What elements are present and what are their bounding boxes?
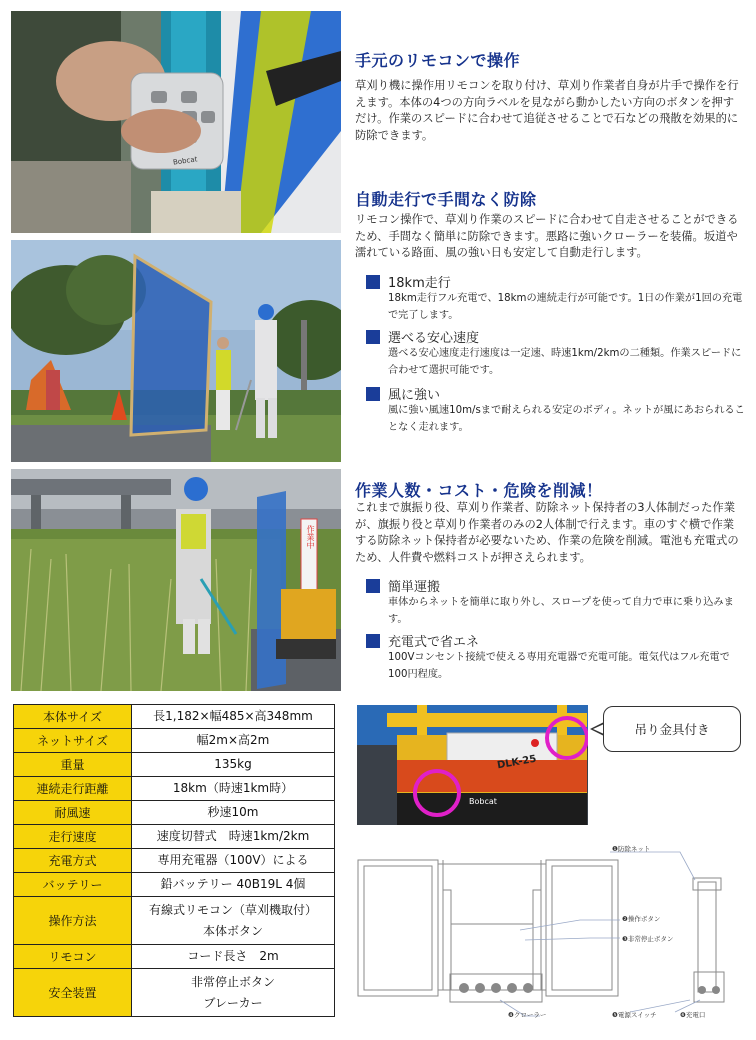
table-row [14,705,335,729]
spec-value: 長1,182×幅485×高348mm [132,705,335,729]
section2-title: 自動走行で手間なく防除 [355,190,537,209]
feature-title: 風に強い [388,388,441,403]
table-row [14,849,335,873]
bullet-square [366,330,380,344]
table-row [14,801,335,825]
spec-key: 充電方式 [14,849,132,873]
spec-value: 鉛バッテリー 40B19L 4個 [132,873,335,897]
remote-brand-sign: Bobcat [172,155,198,167]
park-operation-photo [11,240,341,462]
spec-value-line: 本体ボタン [202,923,263,938]
feature-body: 車体からネットを簡単に取り外し、スロープを使って自力で車に乗り込みます。 [388,597,734,625]
section3-body: これまで旗振り役、草刈り作業者、防除ネット保持者の3人体制だった作業が、旗振り役と草刈り作業者のみの2人体制で行えます。車のすぐ横で作業する防除ネット保持者が必要ないため、作業の危険を削減。電池も充電式のため、人件費や燃料コストが押さえられます。 [355,501,739,564]
flag-sign: 作業中 [306,525,315,549]
feature-body: 100Vコンセント接続で使える専用充電器で充電可能。電気代はフル充電で100円程度。 [388,652,730,680]
spec-key: 本体サイズ [14,705,132,729]
diagram-label-button: ❷操作ボタン [622,915,661,923]
feature-title: 簡単運搬 [388,580,441,595]
bullet-square [366,387,380,401]
spec-value-line: 有線式リモコン（草刈機取付） [148,902,317,917]
table-row [14,777,335,801]
spec-key: バッテリー [14,873,132,897]
remote-control-photo [11,11,341,233]
spec-value [132,969,335,1017]
table-row [14,897,335,945]
table-row [14,873,335,897]
spec-value: 18km（時速1km時） [132,777,335,801]
spec-key: 走行速度 [14,825,132,849]
feature-title: 充電式で省エネ [388,635,480,650]
spec-value: 速度切替式 時速1km/2km [132,825,335,849]
spec-key: 操作方法 [14,897,132,945]
table-row [14,729,335,753]
bullet-square [366,634,380,648]
table-row [14,945,335,969]
spec-value [132,897,335,945]
spec-value: 135kg [132,753,335,777]
robot-brand-label: Bobcat [469,797,497,806]
section3-title: 作業人数・コスト・危険を削減！ [355,481,603,500]
roadside-work-photo [11,469,341,691]
feature-body: 風に強い風速10m/sまで耐えられる安定のボディ。ネットが風にあおられることなく走れます。 [388,405,745,433]
diagram-label-stop: ❸非常停止ボタン [622,935,674,943]
bullet-square [366,579,380,593]
diagram-label-crawler: ❹クローラー [508,1011,547,1019]
table-row [14,753,335,777]
section2-body: リモコン操作で、草刈り作業のスピードに合わせて自走させることができるため、手間なく簡単に防除できます。悪路に強いクローラーを装備。坂道や濡れている路面、風の強い日も安定して自動走行します。 [355,213,739,259]
feature-body: 選べる安心速度走行速度は一定速、時速1km/2kmの二種類。作業スピードに合わせて選択可能です。 [388,348,742,376]
spec-key: 安全装置 [14,969,132,1017]
spec-value: 専用充電器（100V）による [132,849,335,873]
spec-key: 連続走行距離 [14,777,132,801]
section1-title: 手元のリモコンで操作 [355,51,521,70]
spec-value: 幅2m×高2m [132,729,335,753]
spec-table [13,704,335,1017]
diagram-label-switch: ❺電源スイッチ [612,1011,657,1019]
feature-title: 18km走行 [388,276,451,291]
diagram-label-charge: ❻充電口 [680,1011,706,1019]
spec-value: コード長さ 2m [132,945,335,969]
feature-body: 18km走行フル充電で、18kmの連続走行が可能です。1日の作業が1回の充電で完了します。 [388,293,743,321]
table-row [14,825,335,849]
robot-model-label: DLK-25 [496,753,538,772]
feature-title: 選べる安心速度 [388,331,480,346]
spec-key: 重量 [14,753,132,777]
bullet-square [366,275,380,289]
section1-body: 草刈り機に操作用リモコンを取り付け、草刈り作業者自身が片手で操作を行えます。本体の4つの方向ラベルを見ながら動かしたい方向のボタンを押すだけ。作業のスピードに合わせて追従させることで石などの飛散を効果的に防除できます。 [355,79,739,142]
spec-key: ネットサイズ [14,729,132,753]
spec-value: 秒速10m [132,801,335,825]
spec-key: 耐風速 [14,801,132,825]
spec-value-line: 非常停止ボタン [190,974,275,989]
spec-value-line: ブレーカー [203,995,263,1010]
product-diagram [350,840,748,1024]
hook-callout: 吊り金具付き [603,706,741,752]
diagram-label-net: ❶防除ネット [612,845,651,853]
robot-closeup-photo [357,705,588,825]
spec-key: リモコン [14,945,132,969]
table-row [14,969,335,1017]
